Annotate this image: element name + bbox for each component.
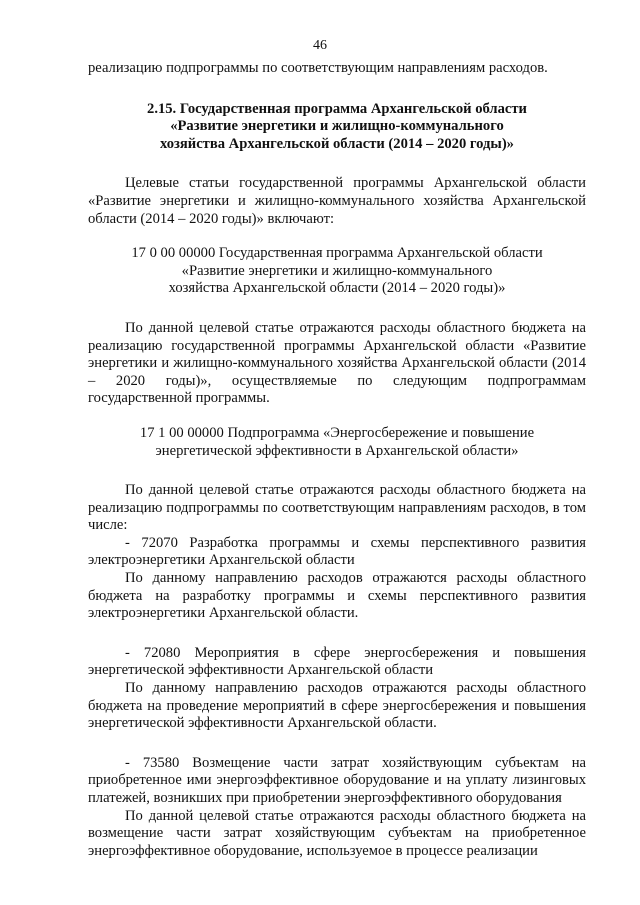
subprogram-code-line-2: энергетической эффективности в Архангельской области» (155, 442, 519, 459)
subprogram-code-line-1: 17 1 00 00000 Подпрограмма «Энергосбережение и повышение (139, 424, 535, 441)
item-72070-description: По данному направлению расходов отражаются расходы областного бюджета на разработку программы и схемы перспективного развития электроэнергетики Архангельской области. (88, 570, 586, 622)
item-73580: - 73580 Возмещение части затрат хозяйствующим субъектам на приобретенное ими энергоэффективное оборудование и на уплату лизинговых платежей, возникших при приобретении энергоэффективного оборудования (88, 754, 586, 806)
page-content (88, 60, 586, 860)
program-code-block (88, 245, 586, 298)
program-code-line-2: «Развитие энергетики и жилищно-коммунального (181, 262, 493, 279)
section-heading-line-2: «Развитие энергетики и жилищно-коммунального (170, 118, 504, 135)
subprogram-code-block (88, 425, 586, 460)
section-heading-line-1: 2.15. Государственная программа Архангельской области (147, 100, 527, 117)
page-number: 46 (313, 38, 327, 53)
section-heading (88, 101, 586, 154)
section-heading-line-3: хозяйства Архангельской области (2014 – 2020 годы)» (160, 135, 514, 152)
targets-paragraph: Целевые статьи государственной программы Архангельской области «Развитие энергетики и жилищно-коммунального хозяйства Архангельской области (2014 – 2020 годы)» включают: (88, 175, 586, 227)
program-paragraph: По данной целевой статье отражаются расходы областного бюджета на реализацию государственной программы Архангельской области «Развитие энергетики и жилищно-коммунального хозяйства Архангельской области (2014 – 2020 годы)», осуществляемые по следующим подпрограммам государственной программы. (88, 319, 586, 407)
intro-line: реализацию подпрограммы по соответствующим направлениям расходов. (88, 60, 548, 76)
item-72070: - 72070 Разработка программы и схемы перспективного развития электроэнергетики Архангельской области (88, 534, 586, 569)
program-code-line-1: 17 0 00 00000 Государственная программа Архангельской области (131, 245, 543, 262)
item-72080: - 72080 Мероприятия в сфере энергосбережения и повышения энергетической эффективности Архангельской области (88, 644, 586, 679)
subprogram-paragraph: По данной целевой статье отражаются расходы областного бюджета на реализацию подпрограммы по соответствующим направлениям расходов, в том числе: (88, 482, 586, 534)
program-code-line-3: хозяйства Архангельской области (2014 – 2020 годы)» (168, 280, 506, 297)
item-73580-description: По данной целевой статье отражаются расходы областного бюджета на возмещение части затрат хозяйствующим субъектам на приобретенное энергоэффективное оборудование, используемое в процессе реализации (88, 807, 586, 859)
item-72080-description: По данному направлению расходов отражаются расходы областного бюджета на проведение мероприятий в сфере энергосбережения и повышения энергетической эффективности Архангельской области. (88, 680, 586, 732)
